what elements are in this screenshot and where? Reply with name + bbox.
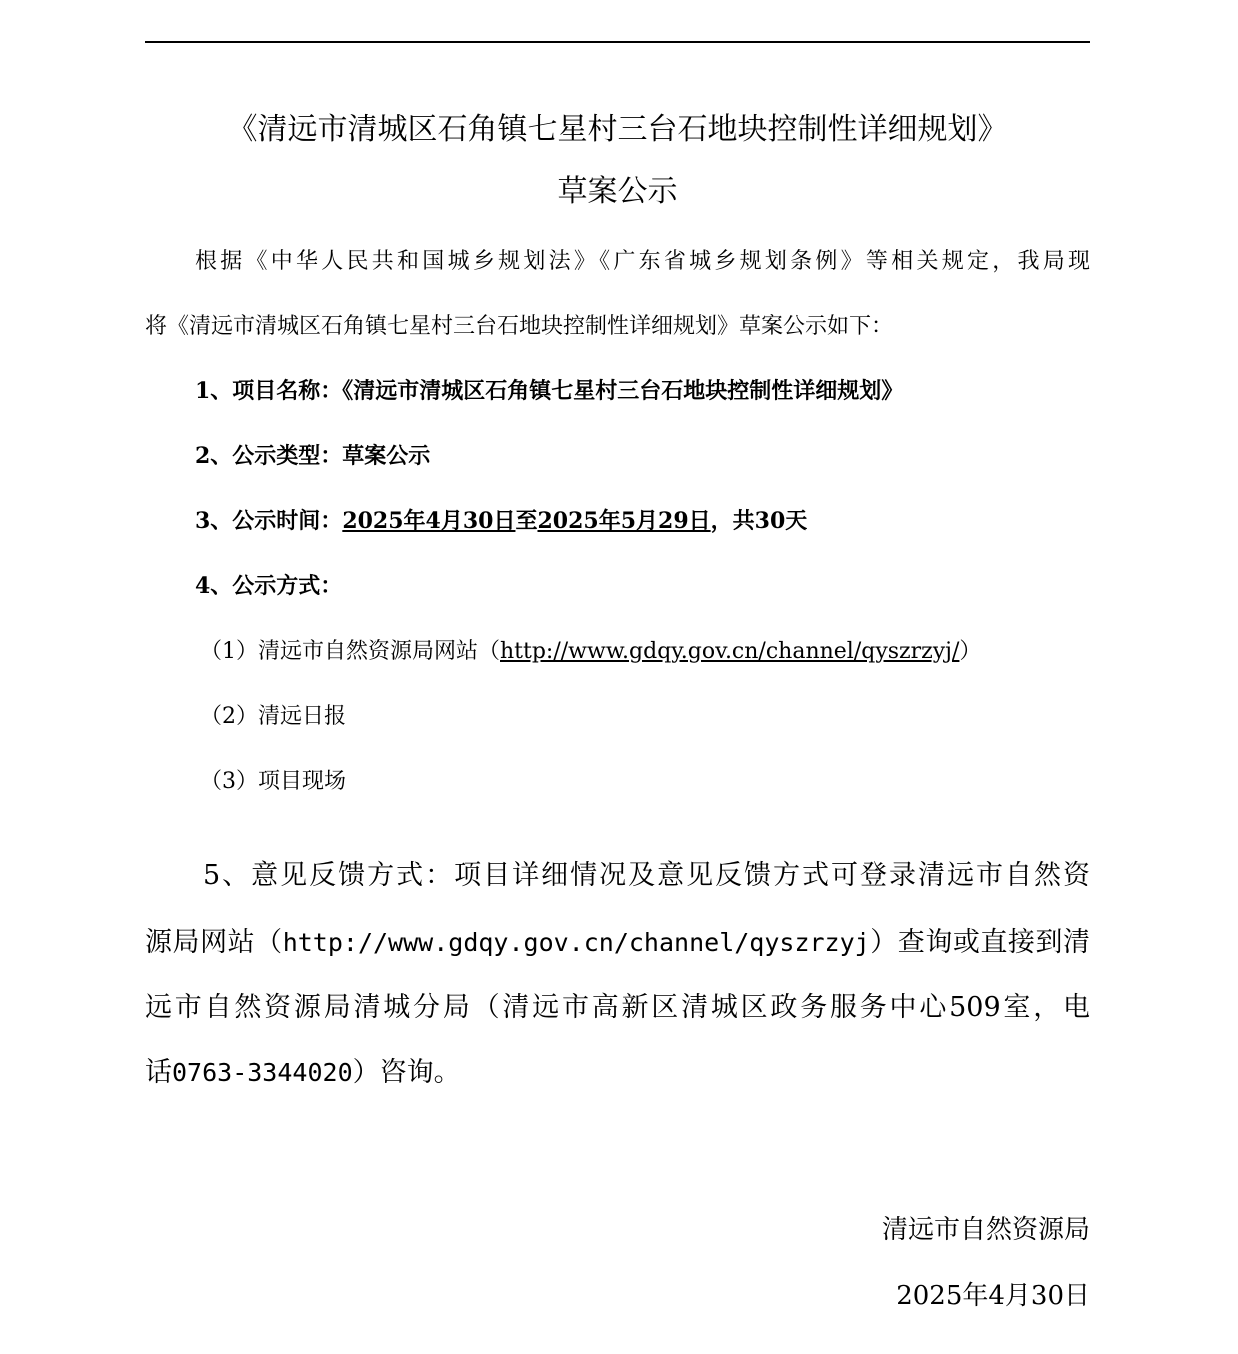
website-link[interactable]: http://www.gdqy.gov.cn/channel/qyszrzyj/ [500, 639, 960, 664]
method-website-close: ） [959, 639, 982, 664]
intro-line-1: 根据《中华人民共和国城乡规划法》《广东省城乡规划条例》等相关规定，我局现 [195, 249, 1090, 274]
document-subtitle: 草案公示 [557, 174, 678, 209]
notice-end-date: 2025年5月29日 [537, 508, 711, 534]
notice-start-date: 2025年4月30日 [342, 508, 516, 534]
feedback-site-label: 源局网站（ [145, 927, 283, 958]
item-notice-methods: 4、公示方式： [195, 573, 343, 599]
method-newspaper: （2）清远日报 [200, 704, 346, 729]
item-project-name: 1、项目名称：《清远市清城区石角镇七星村三台石地块控制性详细规划》 [195, 378, 904, 404]
feedback-line-4-rest: ）咨询。 [352, 1057, 461, 1088]
feedback-line-1: 5、意见反馈方式：项目详细情况及意见反馈方式可登录清远市自然资 [203, 860, 1090, 891]
item-notice-type: 2、公示类型：草案公示 [195, 443, 431, 469]
signature-org: 清远市自然资源局 [881, 1215, 1090, 1245]
method-site: （3）项目现场 [200, 769, 346, 794]
notice-period-days: ，共30天 [710, 508, 808, 534]
notice-period-label: 3、公示时间： [195, 508, 343, 534]
feedback-line-2-rest: ）查询或直接到清 [869, 927, 1091, 958]
item-notice-period [195, 504, 807, 535]
feedback-phone: 0763-3344020 [172, 1058, 353, 1087]
feedback-line-3: 远市自然资源局清城分局（清远市高新区清城区政务服务中心509室，电 [145, 992, 1090, 1023]
feedback-line-2 [145, 920, 1090, 959]
method-website [200, 634, 981, 665]
feedback-line-4 [145, 1050, 1090, 1089]
intro-line-2: 将《清远市清城区石角镇七星村三台石地块控制性详细规划》草案公示如下： [145, 314, 894, 339]
document-title: 《清远市清城区石角镇七星村三台石地块控制性详细规划》 [227, 112, 1008, 147]
signature-date: 2025年4月30日 [896, 1281, 1090, 1311]
top-rule [145, 41, 1090, 43]
notice-period-to: 至 [515, 508, 538, 534]
feedback-url: http://www.gdqy.gov.cn/channel/qyszrzyj [282, 928, 870, 957]
feedback-phone-label: 话 [145, 1057, 172, 1088]
method-website-label: （1）清远市自然资源局网站（ [200, 639, 500, 664]
